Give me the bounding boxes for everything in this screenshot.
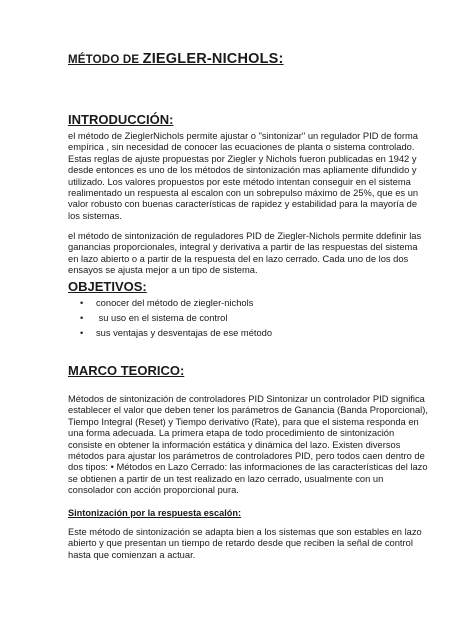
paragraph-line: desde entonces es uno de los métodos de sintonización mas apliamente difundido y bbox=[68, 165, 417, 176]
intro-paragraph-1 bbox=[68, 131, 418, 222]
bullet-icon: • bbox=[80, 328, 84, 338]
paragraph-line: se obtienen a partir de un test realizado en lazo cerrado, usualmente con un bbox=[68, 473, 384, 484]
paragraph-line: empírica , sin necesidad de conocer las ecuaciones de planta o sistema controlado. bbox=[68, 142, 415, 153]
paragraph-line: abierto y que presentan un tiempo de retardo desde que reciben la señal de control bbox=[68, 538, 413, 549]
paragraph-line: Este método de sintonización se adapta bien a los sistemas que son estables en lazo bbox=[68, 527, 422, 537]
list-item bbox=[68, 326, 272, 341]
paragraph-line: dos tipos: • Métodos en Lazo Cerrado: las informaciones de las características del lazo bbox=[68, 462, 428, 473]
intro-paragraph-2 bbox=[68, 231, 421, 277]
marco-paragraph bbox=[68, 394, 428, 497]
list-item bbox=[68, 296, 272, 311]
paragraph-line: ensayos se ajusta mejor a un tipo de sistema. bbox=[68, 265, 258, 276]
intro-heading: INTRODUCCIÓN: bbox=[68, 112, 174, 127]
objetivos-list bbox=[68, 296, 272, 341]
paragraph-line: en lazo abierto o a partir de la respuesta del en lazo cerrado. Cada uno de los dos bbox=[68, 253, 409, 264]
paragraph-line: consolador con acción proporcional pura. bbox=[68, 485, 239, 496]
paragraph-line: ganancias proporcionales, integral y derivativa a partir de las respuestas del sistema bbox=[68, 242, 418, 253]
paragraph-line: hasta que comienzan a actuar. bbox=[68, 549, 196, 560]
list-item bbox=[68, 311, 272, 326]
list-item-text: sus ventajas y desventajas de ese método bbox=[96, 328, 273, 338]
objetivos-heading: OBJETIVOS: bbox=[68, 279, 147, 294]
document-title bbox=[68, 50, 284, 68]
escalon-paragraph bbox=[68, 527, 422, 561]
list-item-text: su uso en el sistema de control bbox=[96, 313, 228, 323]
title-part-2: ZIEGLER-NICHOLS: bbox=[142, 51, 284, 67]
paragraph-line: los sistemas. bbox=[68, 210, 123, 221]
paragraph-line: Tiempo Integral (Reset) y Tiempo derivativo (Rate), para que el sistema responda en bbox=[68, 416, 419, 427]
paragraph-line: métodos para ajustar los parámetros de controladores PID, pero todos caen dentro de bbox=[68, 451, 425, 462]
paragraph-line: el método de ZieglerNichols permite ajustar o "sintonizar" un regulador PID de forma bbox=[68, 131, 418, 141]
bullet-icon: • bbox=[80, 298, 84, 308]
paragraph-line: Estas reglas de ajuste propuestas por Ziegler y Nichols fueron publicadas en 1942 y bbox=[68, 153, 417, 164]
marco-heading: MARCO TEORICO: bbox=[68, 363, 185, 378]
paragraph-line: Métodos de sintonización de controladores PID Sintonizar un controlador PID significa bbox=[68, 394, 425, 404]
paragraph-line: valor robusto con buenas características de rapidez y estabilidad para la mayoría de bbox=[68, 199, 418, 210]
escalon-heading: Sintonización por la respuesta escalón: bbox=[68, 508, 242, 518]
paragraph-line: una forma adecuada. La primera etapa de todo procedimiento de sintonización bbox=[68, 428, 395, 439]
bullet-icon: • bbox=[80, 313, 84, 323]
paragraph-line: consiste en obtener la información estática y dinámica del lazo. Existen diversos bbox=[68, 439, 401, 450]
paragraph-line: establecer el valor que deben tener los parámetros de Ganancia (Banda Proporcional), bbox=[68, 405, 428, 416]
title-part-1: MÉTODO DE bbox=[68, 54, 143, 66]
paragraph-line: utilizado. Los valores propuestos por este método intentan conseguir en el sistema bbox=[68, 176, 411, 187]
paragraph-line: el método de sintonización de reguladores PID de Ziegler-Nichols permite ddefinir las bbox=[68, 231, 422, 241]
list-item-text: conocer del método de ziegler-nichols bbox=[96, 298, 254, 308]
paragraph-line: realimentado un respuesta al escalon con un sobrepulso máximo de 25%, que es un bbox=[68, 188, 419, 199]
